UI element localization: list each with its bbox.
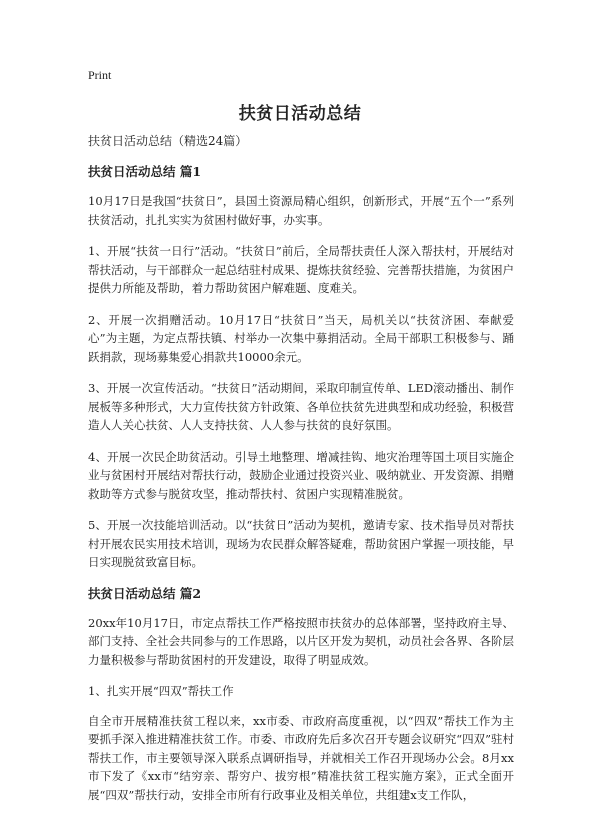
paragraph: 1、开展“扶贫一日行”活动。“扶贫日”前后，全局帮扶责任人深入帮扶村，开展结对帮扶活动，与干部群众一起总结驻村成果、提炼扶贫经验、完善帮扶措施，为贫困户提供力所能及帮助，着力帮助贫困户解难题、度难关。 xyxy=(88,244,514,295)
sub-heading: 1、扎实开展“四双”帮扶工作 xyxy=(88,684,234,698)
paragraph: 10月17日是我国“扶贫日”，县国土资源局精心组织，创新形式，开展“五个一”系列扶贫活动，扎扎实实为贫困村做好事，办实事。 xyxy=(88,194,514,227)
paragraph: 自全市开展精准扶贫工程以来，xx市委、市政府高度重视，以“四双”帮扶工作为主要抓手深入推进精准扶贫工作。市委、市政府先后多次召开专题会议研究“四双”驻村帮扶工作，市主要领导深入联系点调研指导，并就相关工作召开现场办公会。8月xx市下发了《xx市“结穷亲、帮穷户、拔穷根”精准扶贫工程实施方案》，正式全面开展“四双”帮扶行动，安排全市所有行政事业及相关单位，共组建x支工作队， xyxy=(88,713,514,802)
section-heading-2: 扶贫日活动总结 篇2 xyxy=(88,585,202,601)
paragraph: 5、开展一次技能培训活动。以“扶贫日”活动为契机，邀请专家、技术指导员对帮扶村开展农民实用技术培训，现场为农民群众解答疑难，帮助贫困户掌握一项技能，早日实现脱贫致富目标。 xyxy=(88,518,514,569)
section-heading-1: 扶贫日活动总结 篇1 xyxy=(88,164,202,179)
paragraph: 20xx年10月17日，市定点帮扶工作严格按照市扶贫办的总体部署，坚持政府主导、部门支持、全社会共同参与的工作思路，以片区开发为契机，动员社会各界、各阶层力量积极参与帮助贫困村的开发建设，取得了明显成效。 xyxy=(88,615,514,667)
paragraph: 4、开展一次民企助贫活动。引导土地整理、增减挂钩、地灾治理等国土项目实施企业与贫困村开展结对帮扶行动，鼓励企业通过投资兴业、吸纳就业、开发资源、捐赠救助等方式参与脱贫攻坚，推动帮扶村、贫困户实现精准脱贫。 xyxy=(88,449,514,501)
document-subtitle: 扶贫日活动总结（精选24篇） xyxy=(88,134,248,148)
document-title: 扶贫日活动总结 xyxy=(238,104,362,124)
paragraph: 2、开展一次捐赠活动。10月17日“扶贫日”当天，局机关以“扶贫济困、奉献爱心”为主题，为定点帮扶镇、村举办一次集中募捐活动。全局干部职工积极参与、踊跃捐款，现场募集爱心捐款共10000余元。 xyxy=(88,312,514,364)
document-body xyxy=(88,132,514,817)
print-link[interactable]: Print xyxy=(88,68,112,82)
paragraph: 3、开展一次宣传活动。“扶贫日”活动期间，采取印制宣传单、LED滚动播出、制作展板等多种形式，大力宣传扶贫方针政策、各单位扶贫先进典型和成功经验，积极营造人人关心扶贫、人人支持扶贫、人人参与扶贫的良好氛围。 xyxy=(88,381,514,432)
